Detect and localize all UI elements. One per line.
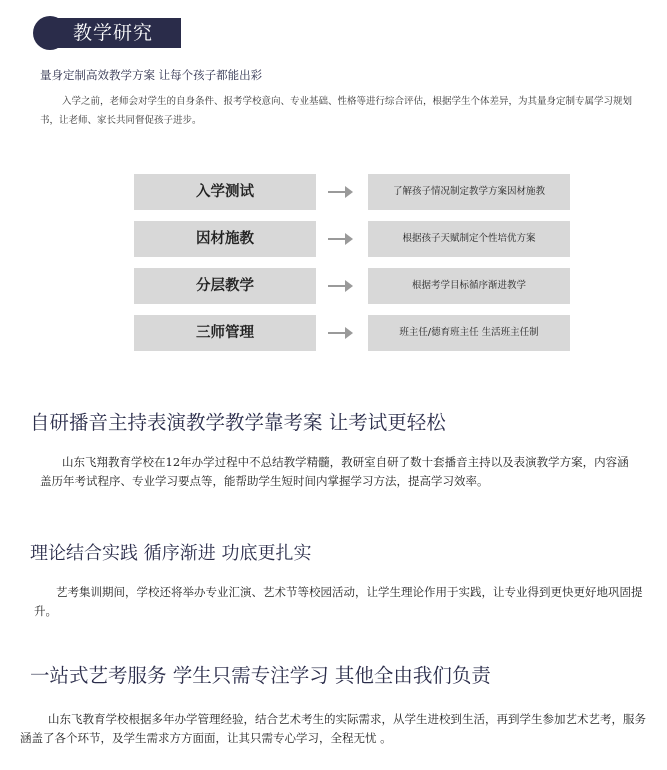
step-label: 因材施教 <box>134 221 316 257</box>
step-label: 三师管理 <box>134 315 316 351</box>
step-description: 根据孩子天赋制定个性培优方案 <box>368 221 570 257</box>
section-heading: 一站式艺考服务 学生只需专注学习 其他全由我们负责 <box>30 664 491 687</box>
step-label: 分层教学 <box>134 268 316 304</box>
intro-title: 量身定制高效教学方案 让每个孩子都能出彩 <box>40 68 263 82</box>
step-description: 班主任/德育班主任 生活班主任制 <box>368 315 570 351</box>
section-paragraph: 山东飞翔教育学校在12年办学过程中不总结教学精髓，教研室自研了数十套播音主持以及表演教学方案，内容涵盖历年考试程序、专业学习要点等，能帮助学生短时间内掌握学习方法，提高学习效率。 <box>40 455 629 488</box>
step-row <box>134 268 574 304</box>
section-heading: 自研播音主持表演教学教学靠考案 让考试更轻松 <box>30 411 446 434</box>
step-row <box>134 174 574 210</box>
section-heading: 理论结合实践 循序渐进 功底更扎实 <box>30 543 312 564</box>
section-paragraph: 山东飞教育学校根据多年办学管理经验，结合艺术考生的实际需求，从学生进校到生活，再到学生参加艺术艺考，服务涵盖了各个环节，及学生需求方方面面，让其只需专心学习，全程无忧 。 <box>20 712 646 745</box>
step-description: 根据考学目标循序渐进教学 <box>368 268 570 304</box>
step-description: 了解孩子情况制定教学方案因材施教 <box>368 174 570 210</box>
intro-body: 入学之前，老师会对学生的自身条件、报考学校意向、专业基础、性格等进行综合评估，根据学生个体差异，为其量身定制专属学习规划书，让老师、家长共同督促孩子进步。 <box>40 96 633 126</box>
arrow-right-icon <box>328 233 354 245</box>
arrow-right-icon <box>328 280 354 292</box>
arrow-right-icon <box>328 186 354 198</box>
process-steps <box>134 174 574 362</box>
step-label: 入学测试 <box>134 174 316 210</box>
step-row <box>134 315 574 351</box>
section-paragraph: 艺考集训期间，学校还将举办专业汇演、艺术节等校园活动，让学生理论作用于实践，让专业得到更快更好地巩固提升。 <box>34 585 643 618</box>
step-row <box>134 221 574 257</box>
header-title: 教学研究 <box>55 18 181 48</box>
section-header <box>33 16 181 50</box>
arrow-right-icon <box>328 327 354 339</box>
